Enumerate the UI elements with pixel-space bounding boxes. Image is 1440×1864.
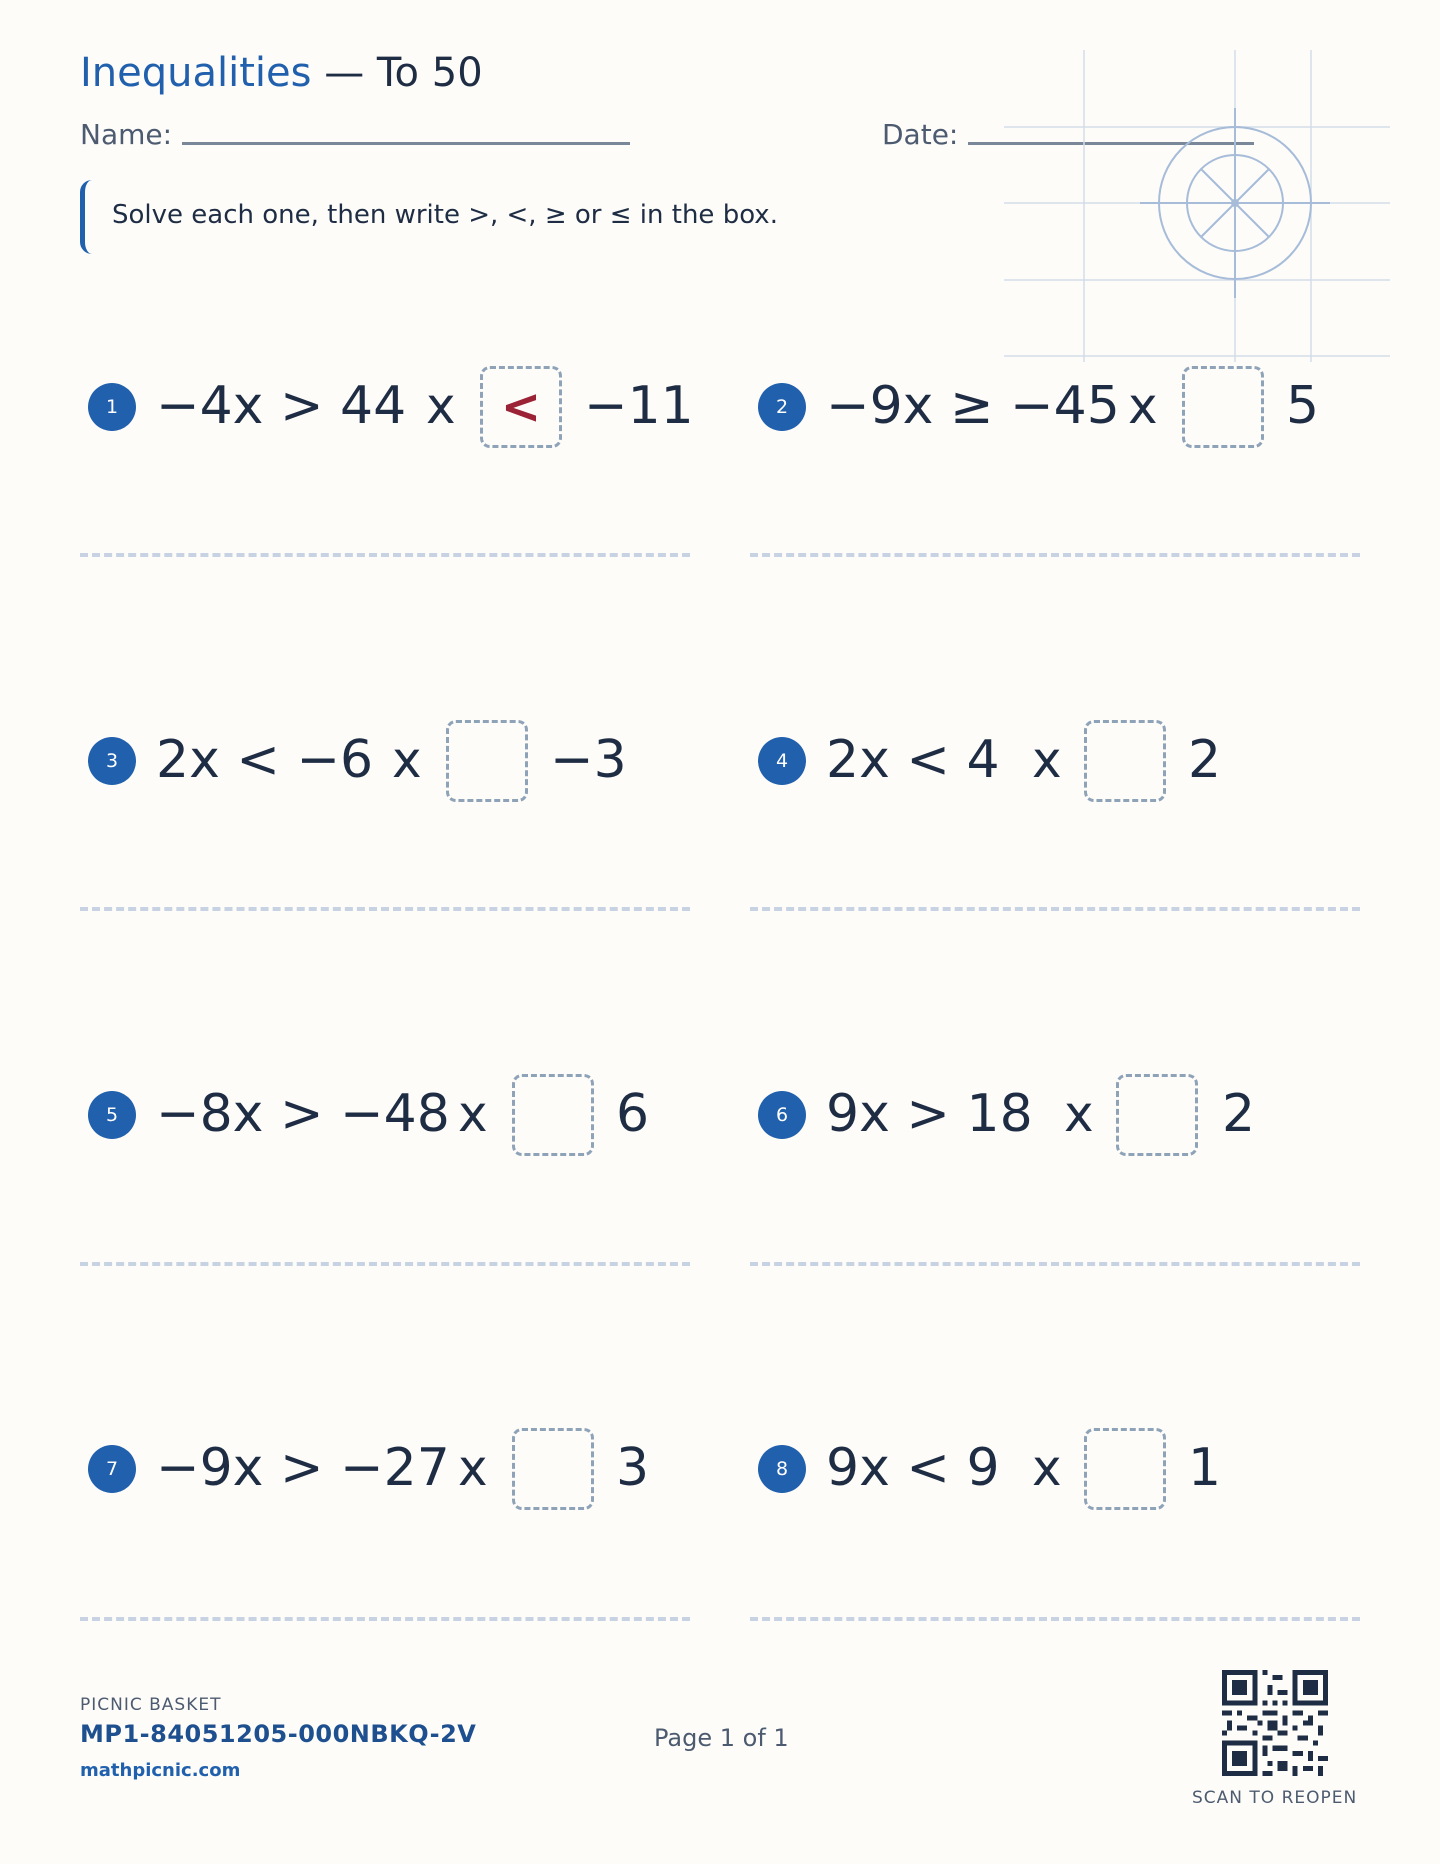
problem-number-badge: 3 xyxy=(88,737,136,785)
name-label: Name: xyxy=(80,118,173,151)
problem-variable: x xyxy=(1032,731,1062,789)
problem-rhs-value: 2 xyxy=(1188,730,1222,790)
date-label: Date: xyxy=(882,118,959,151)
title-subtitle: To 50 xyxy=(376,50,483,96)
problem-variable: x xyxy=(458,1439,488,1497)
work-line[interactable] xyxy=(80,1262,690,1266)
problem-7 xyxy=(88,1418,708,1538)
name-line[interactable] xyxy=(182,142,630,145)
problem-variable: x xyxy=(1064,1085,1094,1143)
problem-variable: x xyxy=(1032,1439,1062,1497)
problem-number-badge: 8 xyxy=(758,1445,806,1493)
problem-1 xyxy=(88,356,708,476)
problem-variable: x xyxy=(426,377,456,435)
problem-rhs-value: 2 xyxy=(1222,1084,1256,1144)
answer-box[interactable] xyxy=(1084,720,1166,802)
page-title xyxy=(80,50,483,96)
problem-4 xyxy=(758,710,1378,830)
problem-3 xyxy=(88,710,708,830)
problem-number-badge: 2 xyxy=(758,383,806,431)
problem-rhs-value: −11 xyxy=(584,376,694,436)
title-main: Inequalities xyxy=(80,50,312,96)
footer-site-link[interactable]: mathpicnic.com xyxy=(80,1760,241,1781)
problem-rhs-value: 6 xyxy=(616,1084,650,1144)
problem-inequality: −8x > −48 xyxy=(156,1084,450,1144)
problem-variable: x xyxy=(458,1085,488,1143)
work-line[interactable] xyxy=(750,1262,1360,1266)
answer-box[interactable] xyxy=(512,1428,594,1510)
problem-rhs-value: 1 xyxy=(1188,1438,1222,1498)
problem-inequality: 9x < 9 xyxy=(826,1438,1000,1498)
answer-box[interactable]: < xyxy=(480,366,562,448)
problem-number-badge: 5 xyxy=(88,1091,136,1139)
problem-rhs-value: 5 xyxy=(1286,376,1320,436)
problem-inequality: −9x > −27 xyxy=(156,1438,450,1498)
work-line[interactable] xyxy=(80,907,690,911)
work-line[interactable] xyxy=(80,553,690,557)
work-line[interactable] xyxy=(80,1617,690,1621)
work-line[interactable] xyxy=(750,1617,1360,1621)
instruction-accent-bar xyxy=(80,180,92,254)
footer-brand: PICNIC BASKET xyxy=(80,1695,222,1715)
work-line[interactable] xyxy=(750,553,1360,557)
problem-inequality: −4x > 44 xyxy=(156,376,407,436)
problem-5 xyxy=(88,1064,708,1184)
crosshair-watermark-icon xyxy=(1004,50,1390,362)
answer-box[interactable] xyxy=(1084,1428,1166,1510)
problem-inequality: −9x ≥ −45 xyxy=(826,376,1120,436)
answer-box[interactable] xyxy=(446,720,528,802)
problem-6 xyxy=(758,1064,1378,1184)
answer-box[interactable] xyxy=(1116,1074,1198,1156)
problem-rhs-value: −3 xyxy=(550,730,627,790)
title-dash: — xyxy=(311,50,377,96)
problem-number-badge: 4 xyxy=(758,737,806,785)
footer-worksheet-code: MP1-84051205-000NBKQ-2V xyxy=(80,1720,477,1748)
problem-variable: x xyxy=(1128,377,1158,435)
problem-2 xyxy=(758,356,1378,476)
instructions: Solve each one, then write >, <, ≥ or ≤ in the box. xyxy=(112,200,778,230)
problem-inequality: 9x > 18 xyxy=(826,1084,1033,1144)
answer-box[interactable] xyxy=(1182,366,1264,448)
problem-number-badge: 7 xyxy=(88,1445,136,1493)
problem-number-badge: 1 xyxy=(88,383,136,431)
problem-inequality: 2x < 4 xyxy=(826,730,1000,790)
problem-8 xyxy=(758,1418,1378,1538)
problem-rhs-value: 3 xyxy=(616,1438,650,1498)
problem-variable: x xyxy=(392,731,422,789)
problem-inequality: 2x < −6 xyxy=(156,730,374,790)
work-line[interactable] xyxy=(750,907,1360,911)
problem-number-badge: 6 xyxy=(758,1091,806,1139)
qr-caption: SCAN TO REOPEN xyxy=(1192,1788,1358,1808)
qr-code-icon[interactable] xyxy=(1222,1670,1328,1776)
page-indicator: Page 1 of 1 xyxy=(654,1724,789,1752)
answer-box[interactable] xyxy=(512,1074,594,1156)
